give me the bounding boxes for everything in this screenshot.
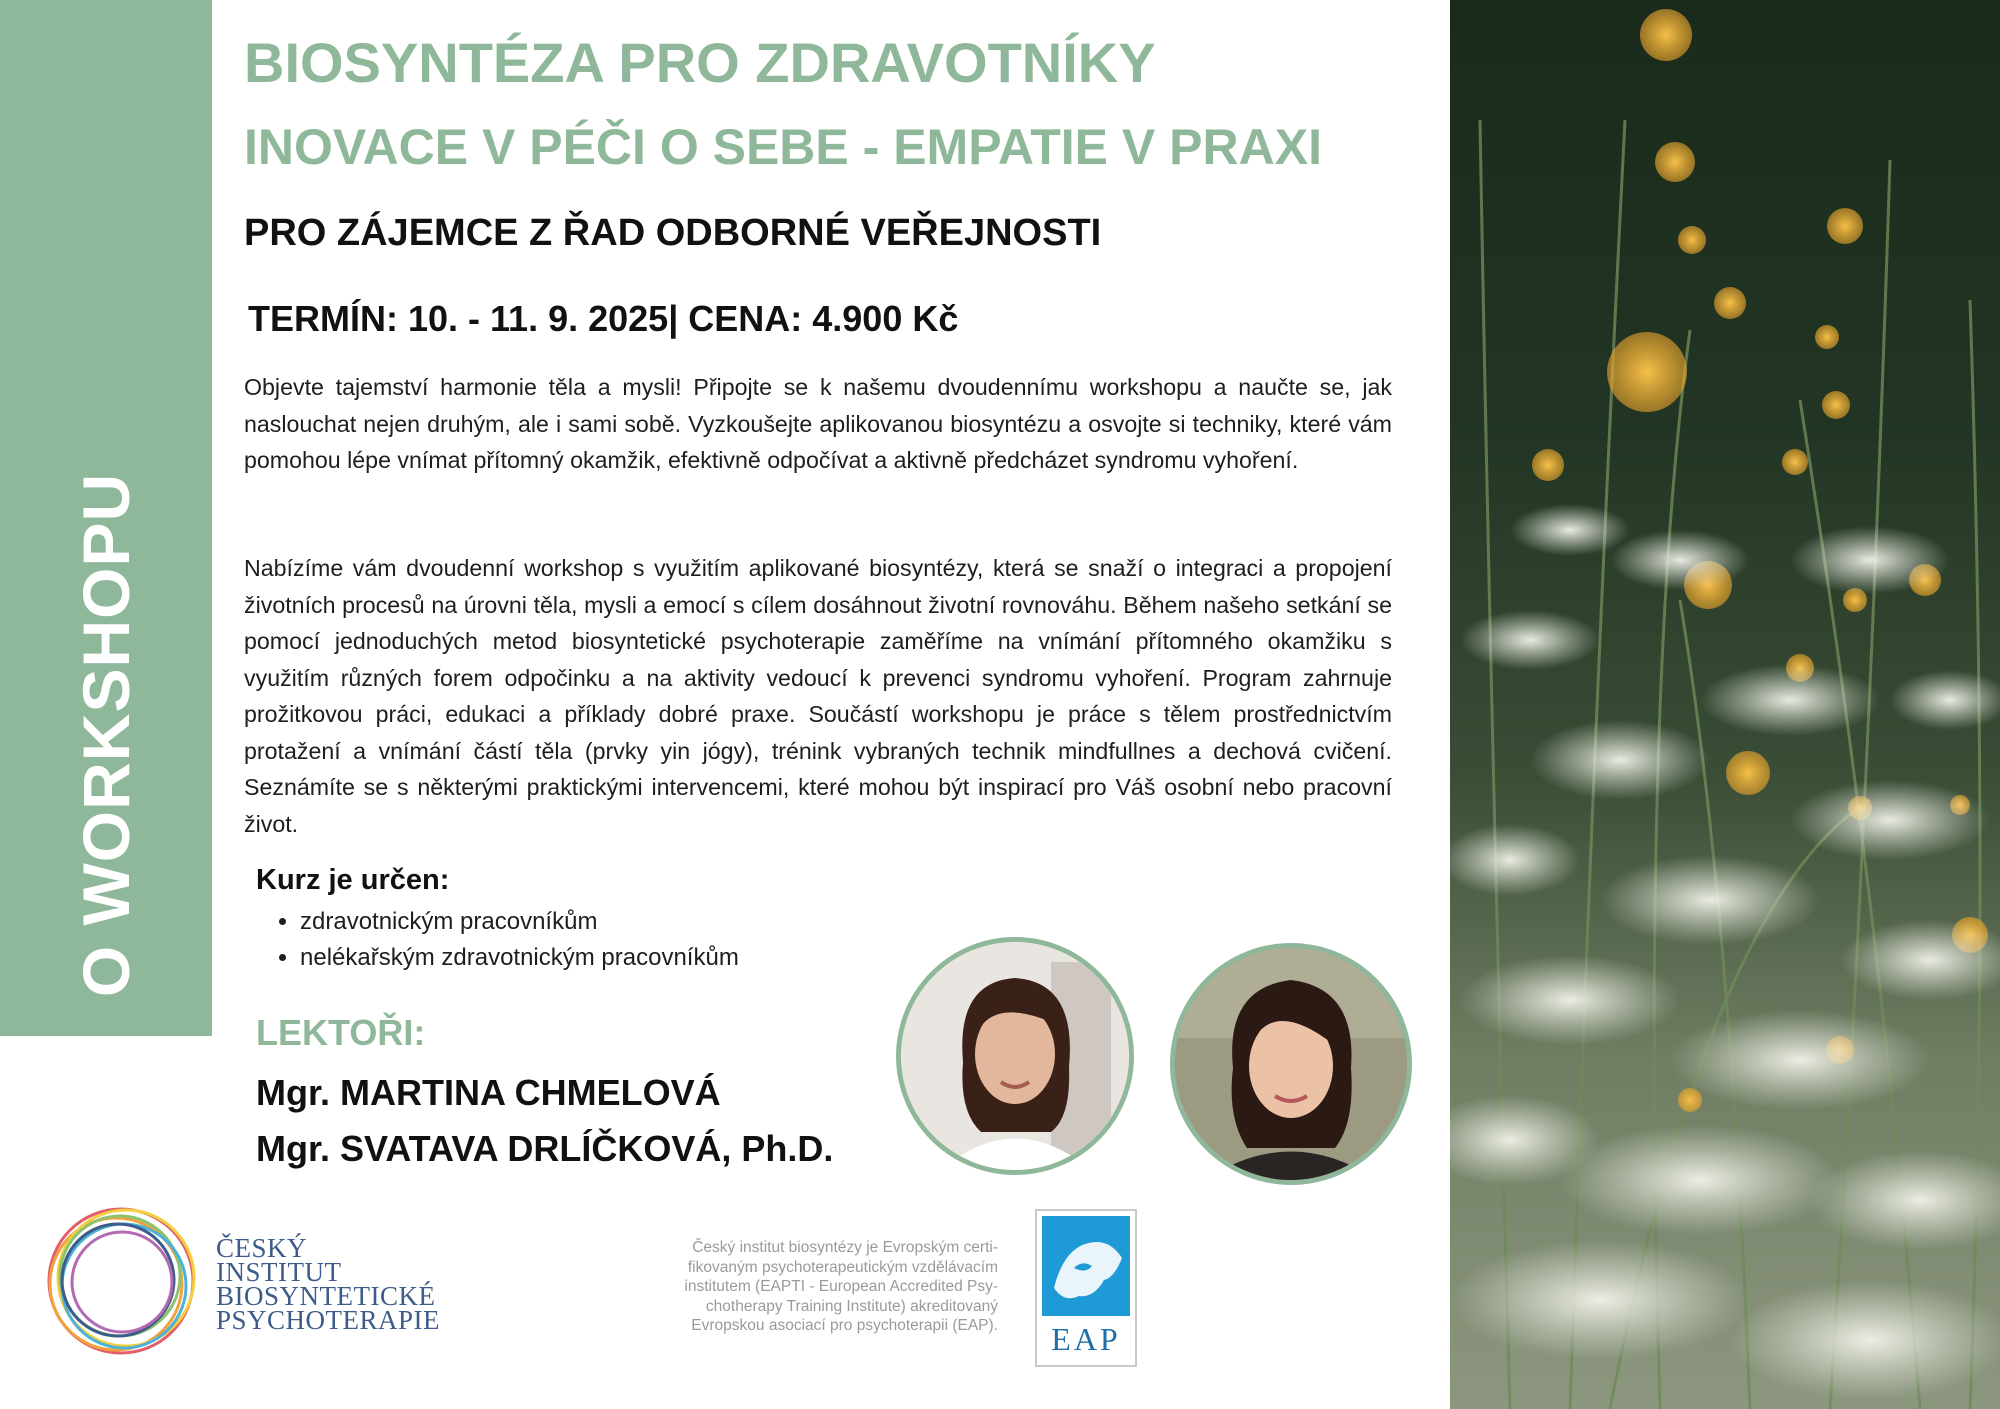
eap-note-line: Český institut biosyntézy je Evropským certi- <box>692 1239 998 1256</box>
eap-logo-icon <box>1034 1208 1138 1368</box>
eap-note-line: chotherapy Training Institute) akreditovaný <box>705 1297 998 1315</box>
lecturer-photo <box>896 937 1134 1175</box>
main-subtitle: INOVACE V PÉČI O SEBE - EMPATIE V PRAXI <box>244 119 1322 175</box>
intro-paragraph: Objevte tajemství harmonie těla a mysli! Připojte se k našemu dvoudennímu workshopu a naučte se, jak naslouchat nejen druhým, ale i sami sobě. Vyzkoušejte aplikovanou biosyntézu a osvojte si techniky, které vám pomohou lépe vnímat přítomný okamžik, efektivně odpočívat a aktivně předcházet syndromu vyhoření. <box>244 374 1392 473</box>
list-item: • zdravotnickým pracovníkům <box>300 904 739 940</box>
cibp-line: INSTITUT <box>216 1257 342 1287</box>
side-title: O WORKSHOPU <box>69 472 143 998</box>
lecturers-title: LEKTOŘI: <box>256 1012 426 1053</box>
eap-accreditation-note <box>606 1238 998 1336</box>
lecturer-name: Mgr. SVATAVA DRLÍČKOVÁ, Ph.D. <box>256 1128 834 1169</box>
audience-title: Kurz je určen: <box>256 864 450 896</box>
cibp-line: BIOSYNTETICKÉ <box>216 1281 436 1311</box>
lecturer-name: Mgr. MARTINA CHMELOVÁ <box>256 1072 721 1113</box>
cibp-line: ČESKÝ <box>216 1233 308 1263</box>
main-title: BIOSYNTÉZA PRO ZDRAVOTNÍKY <box>244 31 1156 94</box>
audience-list <box>270 904 739 976</box>
cibp-logo-icon <box>36 1196 206 1366</box>
cibp-line: PSYCHOTERAPIE <box>216 1305 441 1335</box>
date-price: TERMÍN: 10. - 11. 9. 2025| CENA: 4.900 Kč <box>248 298 959 339</box>
eap-note-line: institutem (EAPTI - European Accredited Psy- <box>684 1278 998 1295</box>
audience-heading: PRO ZÁJEMCE Z ŘAD ODBORNÉ VEŘEJNOSTI <box>244 212 1102 254</box>
eap-note-line: fikovaným psychoterapeutickým vzdělávacím <box>687 1258 998 1276</box>
description-paragraph: Nabízíme vám dvoudenní workshop s využitím aplikované biosyntézy, která se snaží o integraci a propojení životních procesů na úrovni těla, mysli a emocí s cílem dosáhnout životní rovnováhu. Během našeho setkání se pomocí jednoduchých metod biosyntetické psychoterapie zaměříme na vnímání přítomného okamžiku s využitím různých forem odpočinku a na aktivity vedoucí k prevenci syndromu vyhoření. Program zahrnuje prožitkovou práci, edukaci a příklady dobré praxe. Součástí workshopu je práce s tělem prostřednictvím protažení a vnímání částí těla (prvky yin jógy), trénink vybraných technik mindfullnes a dechová cvičení. Seznámíte se s některými praktickými intervencemi, které mohou být inspirací pro Váš osobní nebo pracovní život. <box>244 555 1392 837</box>
cibp-name <box>216 1233 441 1335</box>
meadow-photo <box>1450 0 2000 1409</box>
list-item: • nelékařským zdravotnickým pracovníkům <box>300 940 739 976</box>
lecturer-photo <box>1170 943 1412 1185</box>
eap-note-line: Evropskou asociací pro psychoterapii (EAP). <box>691 1317 998 1334</box>
eap-logo-text: EAP <box>1051 1321 1121 1357</box>
